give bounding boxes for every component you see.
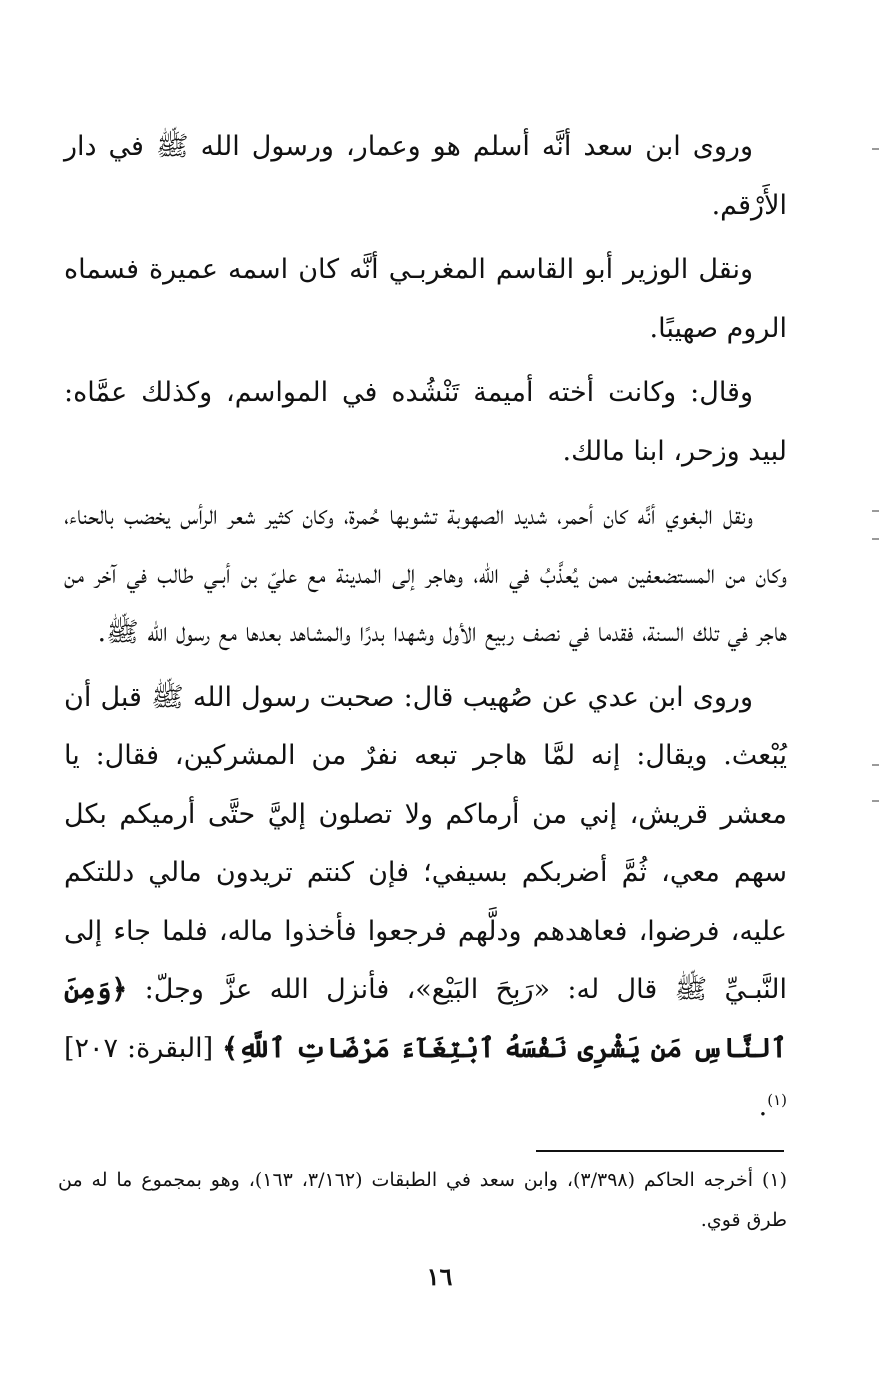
margin-mark bbox=[872, 800, 879, 802]
paragraph-1: وروى ابن سعد أنَّه أسلم هو وعمار، ورسول الله ﷺ في دار الأَرْقم. bbox=[64, 131, 787, 221]
footnote-1-text: أخرجه الحاكم (٣/٣٩٨)، وابن سعد في الطبقات (٣/١٦٢، ١٦٣)، وهو بمجموع ما له من طرق قوي. bbox=[58, 1169, 787, 1231]
footnote-1-marker: (١) bbox=[761, 1169, 788, 1191]
paragraph-4: ونقل البغوي أنَّه كان أحمر، شديد الصهوبة تشوبها حُمرة، وكان كثير شعر الرأس يخضب بالحناء، وكان من المستضعفين ممن يُعذَّبُ في الله، وهاجر إلى المدينة مع عليّ بن أبـي طالب في آخر من هاجر في تلك السنة، فقدما في نصف ربيع الأول وشهدا بدرًا والمشاهد بعدها مع رسول الله ﷺ. bbox=[64, 500, 787, 648]
footnote-separator bbox=[536, 1150, 784, 1152]
paragraph-5 bbox=[64, 669, 787, 1137]
margin-mark bbox=[872, 510, 879, 512]
paragraph-5-text: وروى ابن عدي عن صُهيب قال: صحبت رسول الله ﷺ قبل أن يُبْعث. ويقال: إنه لمَّا هاجر تبعه نفرٌ من المشركين، فقال: يا معشر قريش، إني من أرماكم ولا تصلون إليَّ حتَّى أرميكم بكل سهم معي، ثُمَّ أضربكم بسيفي؛ فإن كنتم تريدون مالي دللتكم عليه، فرضوا، فعاهدهم ودلَّهم فرجعوا فأخذوا ماله، فلما جاء إلى النَّبـيِّ ﷺ قال له: «رَبِحَ البَيْع»، فأنزل الله عزَّ وجلّ: bbox=[64, 681, 787, 1005]
margin-mark bbox=[872, 764, 879, 766]
main-text bbox=[64, 118, 787, 1143]
paragraph-5-end: . bbox=[758, 1091, 768, 1122]
margin-mark bbox=[872, 538, 879, 540]
paragraph-3: وقال: وكانت أخته أميمة تَنْشُده في المواسم، وكذلك عمَّاه: لبيد وزحر، ابنا مالك. bbox=[64, 377, 787, 467]
footnote-1 bbox=[58, 1160, 787, 1240]
margin-mark bbox=[872, 148, 879, 150]
verse-reference: [البقرة: ٢٠٧] bbox=[64, 1032, 214, 1064]
page-number: ١٦ bbox=[426, 1262, 453, 1291]
quran-verse: ﴿وَمِنَ ٱلنَّاسِ مَن يَشْرِى نَفْسَهُ ٱبْتِغَآءَ مَرْضَاتِ ٱللَّهِ﴾ bbox=[64, 974, 787, 1064]
paragraph-2: ونقل الوزير أبو القاسم المغربـي أنَّه كان اسمه عميرة فسماه الروم صهيبًا. bbox=[64, 254, 787, 344]
footnotes bbox=[58, 1160, 787, 1240]
footnote-marker: (١) bbox=[767, 1091, 787, 1109]
